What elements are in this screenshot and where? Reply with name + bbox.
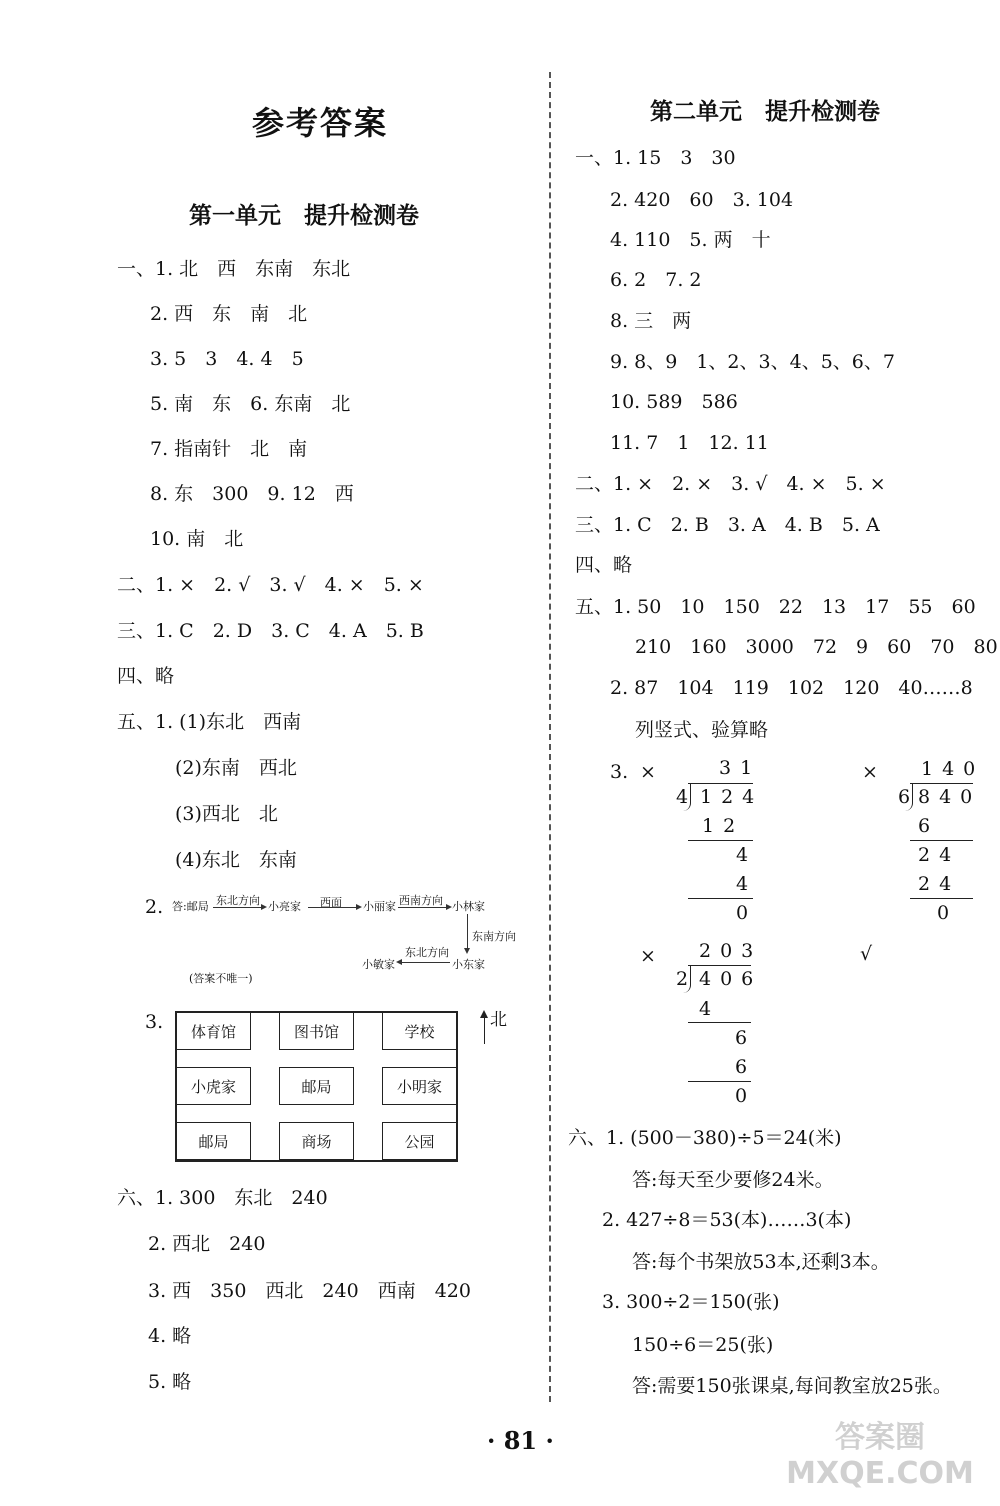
map-cell: 体育馆 bbox=[176, 1012, 251, 1050]
answer-line: 10. 南 北 bbox=[150, 528, 244, 550]
answer-line: 一、1. 北 西 东南 东北 bbox=[117, 258, 351, 280]
step: 0 bbox=[937, 902, 959, 924]
route-dir-2: 西面 bbox=[320, 896, 342, 909]
route-place-3: 小林家 bbox=[452, 900, 485, 913]
step-line bbox=[688, 1081, 751, 1082]
route-place-4: 小东家 bbox=[452, 958, 485, 971]
step: 6 bbox=[735, 1056, 757, 1078]
answer-line: (4)东北 东南 bbox=[175, 849, 297, 871]
unit-title-left: 第一单元 提升检测卷 bbox=[189, 202, 419, 229]
mark-wrong: × bbox=[862, 761, 878, 783]
route-dir-5: 东北方向 bbox=[405, 946, 449, 959]
divisor: 2 bbox=[676, 968, 698, 990]
answer-line: 四、略 bbox=[575, 554, 633, 576]
step: 4 bbox=[736, 844, 758, 866]
north-arrow-icon bbox=[484, 1014, 485, 1044]
answer-line: 二、1. × 2. × 3. √ 4. × 5. × bbox=[575, 473, 886, 495]
division-bar bbox=[688, 783, 753, 784]
step: 6 bbox=[735, 1027, 757, 1049]
answer-line: 4. 110 5. 两 十 bbox=[610, 229, 771, 251]
step-line bbox=[688, 898, 753, 899]
arrow-icon bbox=[398, 907, 450, 908]
arrow-icon bbox=[213, 907, 265, 908]
answer-line: 五、1. 50 10 150 22 13 17 55 60 bbox=[575, 596, 976, 618]
map-cell: 学校 bbox=[382, 1012, 457, 1050]
route-number: 2. bbox=[145, 896, 164, 918]
unit-title-right: 第二单元 提升检测卷 bbox=[650, 98, 880, 125]
north-label: 北 bbox=[490, 1010, 507, 1030]
step-line bbox=[688, 840, 753, 841]
step-line bbox=[910, 840, 973, 841]
answer-line: 8. 东 300 9. 12 西 bbox=[150, 483, 354, 505]
answer-line: 五、1. (1)东北 西南 bbox=[117, 711, 302, 733]
answer-line: 5. 南 东 6. 东南 北 bbox=[150, 393, 351, 415]
answer-line: 二、1. × 2. √ 3. √ 4. × 5. × bbox=[117, 574, 424, 596]
divisor: 4 bbox=[676, 786, 698, 808]
answer-line: 六、1. (500－380)÷5＝24(米) bbox=[568, 1127, 842, 1149]
answer-line: 2. 420 60 3. 104 bbox=[610, 189, 794, 211]
map-number: 3. bbox=[145, 1011, 164, 1033]
answer-line: 3. 300÷2＝150(张) bbox=[602, 1291, 780, 1313]
route-place-2: 小丽家 bbox=[363, 900, 396, 913]
answer-line: 答:每天至少要修24米。 bbox=[632, 1169, 834, 1191]
divisor: 6 bbox=[898, 786, 920, 808]
route-place-1: 小亮家 bbox=[268, 900, 301, 913]
quotient: 140 bbox=[921, 758, 985, 780]
answer-line: 3. 5 3 4. 4 5 bbox=[150, 348, 304, 370]
step: 0 bbox=[735, 1085, 757, 1107]
step: 6 bbox=[918, 815, 940, 837]
answer-line: 2. 西 东 南 北 bbox=[150, 303, 308, 325]
dividend: 124 bbox=[700, 786, 764, 808]
answer-line: 4. 略 bbox=[148, 1325, 192, 1347]
route-dir-3: 西南方向 bbox=[399, 894, 443, 907]
dividend: 840 bbox=[918, 786, 982, 808]
answer-line: 210 160 3000 72 9 60 70 80 bbox=[635, 636, 998, 658]
map-cell: 小虎家 bbox=[176, 1067, 251, 1105]
step: 4 bbox=[699, 998, 721, 1020]
step: 0 bbox=[736, 902, 758, 924]
step: 12 bbox=[702, 815, 745, 837]
step: 24 bbox=[918, 873, 961, 895]
route-dir-4: 东南方向 bbox=[472, 930, 516, 943]
answer-line: 8. 三 两 bbox=[610, 310, 692, 332]
division-number: 3. bbox=[610, 761, 629, 783]
answer-line: 5. 略 bbox=[148, 1371, 192, 1393]
answer-line: 2. 87 104 119 102 120 40……8 bbox=[610, 677, 973, 699]
map-cell: 邮局 bbox=[176, 1122, 251, 1160]
answer-line: 6. 2 7. 2 bbox=[610, 269, 702, 291]
mark-right: √ bbox=[860, 943, 873, 965]
route-note: (答案不唯一) bbox=[189, 972, 253, 985]
column-divider bbox=[549, 72, 551, 1402]
mark-wrong: × bbox=[640, 761, 656, 783]
step: 24 bbox=[918, 844, 961, 866]
watermark: 答案圈 MXQE.COM bbox=[786, 1420, 974, 1491]
dividend: 406 bbox=[699, 968, 763, 990]
mark-wrong: × bbox=[640, 945, 656, 967]
answer-line: 150÷6＝25(张) bbox=[632, 1334, 774, 1356]
answer-line: 3. 西 350 西北 240 西南 420 bbox=[148, 1280, 471, 1302]
answer-line: 答:每个书架放53本,还剩3本。 bbox=[632, 1251, 890, 1273]
answer-line: 10. 589 586 bbox=[610, 391, 738, 413]
answer-line: 列竖式、验算略 bbox=[635, 719, 769, 741]
map-cell: 邮局 bbox=[279, 1067, 354, 1105]
quotient: 203 bbox=[699, 940, 763, 962]
map-cell: 商场 bbox=[279, 1122, 354, 1160]
page-title: 参考答案 bbox=[252, 104, 389, 142]
answer-line: 7. 指南针 北 南 bbox=[150, 438, 308, 460]
answer-line: 三、1. C 2. D 3. C 4. A 5. B bbox=[117, 620, 424, 642]
answer-line: 一、1. 15 3 30 bbox=[575, 147, 736, 169]
answer-line: 11. 7 1 12. 11 bbox=[610, 432, 769, 454]
answer-line: 2. 427÷8＝53(本)……3(本) bbox=[602, 1209, 852, 1231]
arrow-down-icon bbox=[467, 914, 468, 952]
map-cell: 小明家 bbox=[382, 1067, 457, 1105]
answer-line: 答:需要150张课桌,每间教室放25张。 bbox=[632, 1375, 952, 1397]
division-bar bbox=[688, 965, 751, 966]
step-line bbox=[688, 1022, 751, 1023]
answer-line: 四、略 bbox=[117, 665, 175, 687]
route-start: 答:邮局 bbox=[172, 900, 209, 913]
map-cell: 公园 bbox=[382, 1122, 457, 1160]
arrow-left-icon bbox=[398, 962, 450, 963]
answer-line: (2)东南 西北 bbox=[175, 757, 297, 779]
answer-line: 六、1. 300 东北 240 bbox=[117, 1187, 328, 1209]
step: 4 bbox=[736, 873, 758, 895]
answer-line: (3)西北 北 bbox=[175, 803, 278, 825]
quotient: 31 bbox=[719, 757, 762, 779]
page-number: · 81 · bbox=[487, 1426, 554, 1455]
division-bar bbox=[910, 783, 973, 784]
answer-line: 三、1. C 2. B 3. A 4. B 5. A bbox=[575, 514, 880, 536]
map-cell: 图书馆 bbox=[279, 1012, 354, 1050]
answer-line: 2. 西北 240 bbox=[148, 1233, 266, 1255]
route-place-5: 小敏家 bbox=[362, 958, 395, 971]
arrow-icon bbox=[308, 907, 360, 908]
step-line bbox=[910, 898, 973, 899]
answer-line: 9. 8、9 1、2、3、4、5、6、7 bbox=[610, 351, 895, 373]
route-dir-1: 东北方向 bbox=[216, 894, 260, 907]
